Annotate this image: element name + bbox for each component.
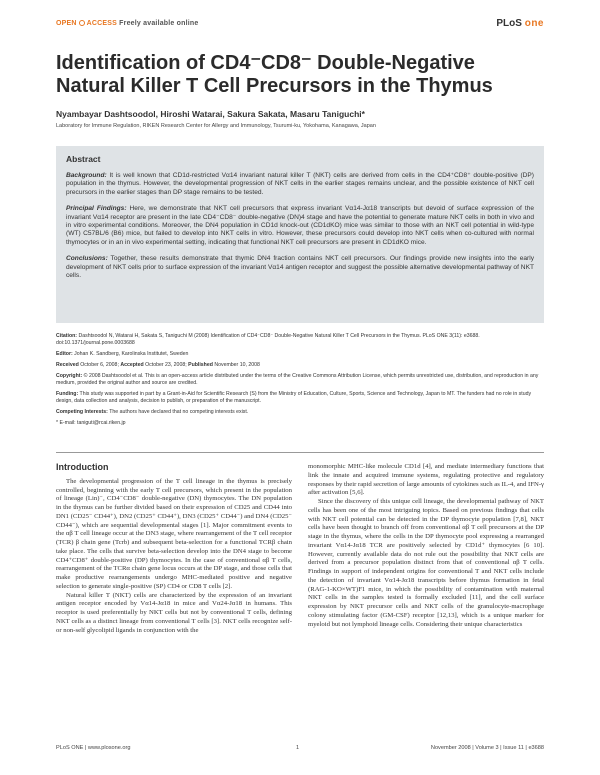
- journal-header: [56, 20, 544, 34]
- competing-interests: Competing Interests: The authors have declared that no competing interests exist.: [56, 409, 249, 415]
- author-list: Nyambayar Dashtsoodol, Hiroshi Watarai, Sakura Sakata, Masaru Taniguchi*: [56, 109, 365, 119]
- copyright: Copyright: © 2008 Dashtsoodol et al. This is an open-access article distributed under the terms of the Creative Commons Attribution License, which permits unrestricted use, distribution, and reproduction in any medium, provided the original author and source are credited.: [56, 373, 539, 386]
- email-link[interactable]: * E-mail: taniguti@rcai.riken.jp: [56, 420, 126, 426]
- section-divider: [56, 452, 544, 453]
- affiliation: Laboratory for Immune Regulation, RIKEN Research Center for Allergy and Immunology, Tsurumi-ku, Yokohama, Kanagawa, Japan: [56, 123, 376, 129]
- dates: Received October 6, 2008; Accepted October 23, 2008; Published November 10, 2008: [56, 362, 260, 368]
- abstract-conclusions: Conclusions: Together, these results demonstrate that thymic DN4 fraction contains NKT cell precursors. Our findings provide new insights into the early development of NKT cells prior to surface expression of the invariant Vα14 antigen receptor and suggest the possible alternative developmental pathway of NKT cells.: [66, 255, 534, 280]
- page-number: 1: [296, 745, 300, 751]
- abstract-findings: Principal Findings: Here, we demonstrate that NKT cell precursors that express invariant Vα14-Jα18 transcripts but devoid of surface expression of the invariant Vα14 receptor are present in the late CD4⁻CD8⁻ double-negative (DN)4 stage and have the potential to generate mature NKT cells in both in vivo and in vitro experimental conditions. Moreover, the DN4 population in CD1d knock-out (CD1dKO) mice was similar to those with an NKT cell potential in wild-type (WT) C57BL/6 (B6) mice, but failed to develop into NKT cells in vitro. However, these precursors could develop into NKT cells when co-cultured with normal thymocytes or in an in vivo experimental setting, indicating that functional NKT cell precursors are present in CD1dKO mice.: [66, 205, 534, 246]
- editor: Editor: Johan K. Sandberg, Karolinska Institutet, Sweden: [56, 351, 189, 357]
- paragraph: monomorphic MHC-like molecule CD1d [4], and mediate intermediary functions that link the innate and acquired immune systems, regulating protective and regulatory responses by their rapid secretion of large amounts of cytokines such as IL-4, and IFN-γ after activation [5,6].: [308, 463, 544, 497]
- introduction-heading: Introduction: [56, 462, 109, 472]
- paragraph: Natural killer T (NKT) cells are characterized by the expression of an invariant antigen receptor encoded by Vα14-Jα18 in mice and Vα24-Jα18 in humans. This receptor is used preferentially by NKT cells but not by conventional T cells, defining NKT cells as a distinct lineage from conventional T cells [3]. NKT cells recognize self- or non-self glycolipid ligands in conjunction with the: [56, 591, 292, 634]
- freely-available-text: Freely available online: [119, 20, 199, 27]
- open-lock-icon: [79, 20, 85, 26]
- paragraph: The developmental progression of the T cell lineage in the thymus is precisely controlled, beginning with the early T cell precursors, which present in the population of lineage (Lin)⁻, CD4⁻CD8⁻ double-negative (DN) thymocytes. The DN population in the thymus can be further divided based on their expression of CD25 and CD44 into DN1 (CD25⁻ CD44⁺), DN2 (CD25⁺ CD44⁺), DN3 (CD25⁺ CD44⁻) and DN4 (CD25⁻ CD44⁻), which are sequential developmental stages [1]. Major commitment events to the αβ T cell lineage occur at the DN3 stage, where rearrangement of the T cell receptor (TCR) β chain gene (Tcrb) and subsequent beta-selection for a functional TCRβ chain take place. The cells that survive beta-selection develop into the DN4 stage to become CD4⁺CD8⁺ double-positive (DP) thymocytes. In the case of conventional αβ T cells, rearrangement of the TCRα chain gene locus occurs at the DP stage, and those cells that make productive rearrangements undergo MHC-mediated positive and negative selection to generate single-positive (SP) CD4 or CD8 T cells [2].: [56, 477, 292, 590]
- body-column-right: [308, 463, 544, 629]
- open-access-badge: OPEN ACCESS Freely available online: [56, 20, 199, 27]
- footer-issue: November 2008 | Volume 3 | Issue 11 | e3688: [430, 745, 544, 751]
- abstract-background: Background: It is well known that CD1d-restricted Vα14 invariant natural killer T (NKT) cells are derived from cells in the CD4⁺CD8⁺ double-positive (DP) population in the thymus. However, the developmental progression of NKT cells in the earlier stages remains unclear, and the possible existence of NKT cell precursors in the earlier stages than DP stage remains to be tested.: [66, 172, 534, 196]
- plos-one-logo: PLoS one: [496, 18, 544, 29]
- body-column-left: [56, 463, 292, 635]
- abstract-box: [56, 146, 544, 323]
- article-title: Identification of CD4⁻CD8⁻ Double-Negative Natural Killer T Cell Precursors in the Thymus: [56, 52, 493, 97]
- abstract-heading: Abstract: [66, 154, 101, 164]
- funding: Funding: This study was supported in part by a Grant-in-Aid for Scientific Research (S) from the Ministry of Education, Culture, Sports, Science and Technology, Japan to MT. The funders had no role in study design, data collection and analysis, decision to publish, or preparation of the manuscript.: [56, 391, 532, 404]
- page-footer: [56, 745, 544, 757]
- paragraph: Since the discovery of this unique cell lineage, the developmental pathway of NKT cells has been one of the most intriguing topics. Based on previous findings that cells with NKT cell potential can be detected in the DP thymocyte population [7,8], NKT cells have been thought to branch off from conventional αβ T cell precursors at the DP stage in the thymus, where the cells in the DP thymocyte pool expressing a rearranged invariant Vα14-Jα18 TCR are positively selected by CD1d⁺ thymocytes [6 10]. However, currently available data do not rule out the possibility that NKT cells are derived from a precursor population distinct from that of conventional αβ T cells. Findings in support of independent origins for conventional T and NKT cells include the detection of invariant Vα14-Jα18 transcripts before thymus formation in fetal (RAG-1-KO×WT)F1 mice, in which the possibility of contamination with maternal NKT cells in the samples tested is formally excluded [11], and the cell surface expression by NKT precursor cells and NKT cells of the granulocyte-macrophage colony stimulating factor (GM-CSF) receptor [12,13], which is a unique marker for myeloid but not lymphoid lineage cells. Considering their unique characteristics: [308, 498, 544, 628]
- footer-journal: PLoS ONE | www.plosone.org: [56, 745, 131, 751]
- citation: Citation: Dashtsoodol N, Watarai H, Sakata S, Taniguchi M (2008) Identification of CD4⁻CD8⁻ Double-Negative Natural Killer T Cell Precursors in the Thymus. PLoS ONE 3(11): e3688. doi:10.1371/journal.pone.0003688: [56, 333, 480, 346]
- article-metadata: [56, 333, 544, 431]
